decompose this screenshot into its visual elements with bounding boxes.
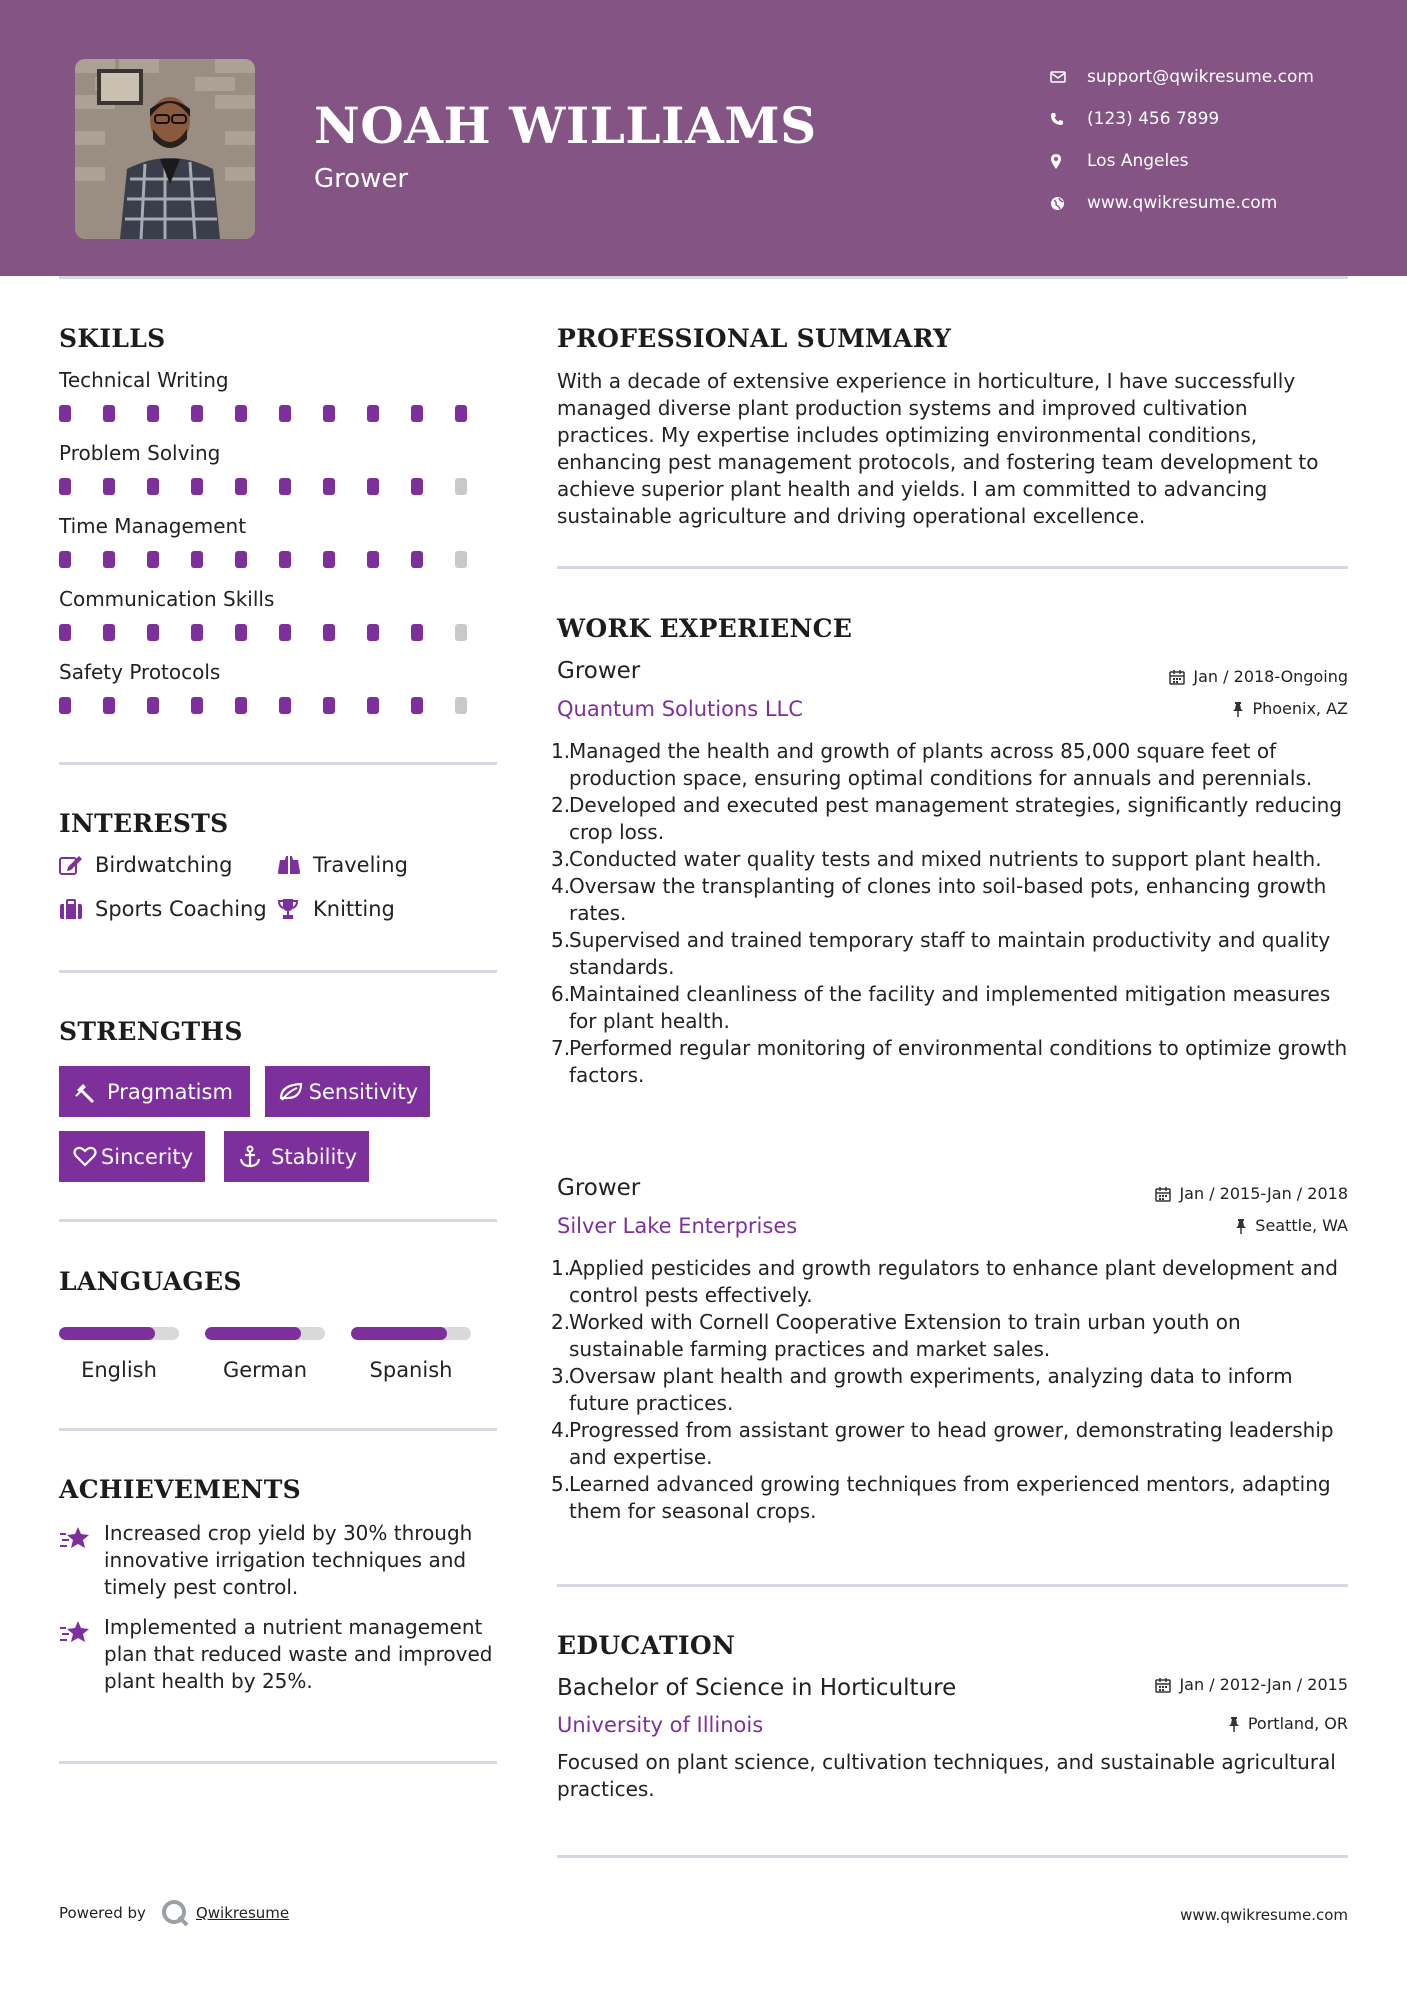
language-level-fill: [205, 1327, 301, 1340]
skill-dot-filled: [411, 551, 423, 568]
skill-dot-filled: [367, 551, 379, 568]
anchor-icon: [238, 1145, 271, 1169]
skill-name: Safety Protocols: [59, 660, 221, 684]
skill-dot-filled: [411, 405, 423, 422]
job-dates: [1155, 1184, 1348, 1203]
powered-by-text: Powered by: [59, 1904, 146, 1922]
degree-name: Bachelor of Science in Horticulture: [557, 1675, 957, 1701]
strength-tag: [265, 1066, 430, 1117]
skill-rating: [59, 405, 499, 422]
strength-label: Stability: [271, 1144, 357, 1169]
skill-dot-filled: [59, 405, 71, 422]
skill-dot-empty: [455, 478, 467, 495]
section-divider: [557, 1855, 1348, 1858]
skills-list: [59, 368, 499, 733]
skill-dot-empty: [455, 697, 467, 714]
interest-label: Birdwatching: [95, 853, 233, 877]
skill-name: Technical Writing: [59, 368, 229, 392]
skill-rating: [59, 697, 499, 714]
interests-title: INTERESTS: [59, 809, 229, 838]
education-location: [1228, 1714, 1348, 1733]
skill-dot-filled: [235, 551, 247, 568]
location-pin-icon: [1050, 154, 1087, 169]
candidate-role: Grower: [314, 164, 409, 194]
skill-dot-filled: [367, 478, 379, 495]
achievement-text: Increased crop yield by 30% through innovative irrigation techniques and timely pest control.: [104, 1521, 473, 1599]
contact-phone[interactable]: [1050, 98, 1314, 140]
skill-dot-filled: [103, 478, 115, 495]
globe-icon: [1050, 196, 1087, 211]
qwikresume-link[interactable]: Qwikresume: [195, 1904, 290, 1922]
pushpin-icon: [1228, 1716, 1240, 1732]
summary-title: PROFESSIONAL SUMMARY: [557, 324, 952, 353]
job-bullet: 6. Maintained cleanliness of the facility and implemented mitigation measures for plant health.: [551, 982, 1331, 1033]
job-bullet: 4. Oversaw the transplanting of clones into soil-based pots, enhancing growth rates.: [551, 874, 1327, 925]
shooting-star-icon: [59, 1614, 104, 1695]
pushpin-icon: [1232, 701, 1244, 717]
footer-website[interactable]: www.qwikresume.com: [1180, 1906, 1348, 1924]
contact-email-text: support@qwikresume.com: [1087, 67, 1314, 87]
skill-dot-filled: [279, 551, 291, 568]
language-level-bar: [205, 1327, 325, 1340]
experience-title: WORK EXPERIENCE: [557, 614, 853, 643]
interest-label: Traveling: [313, 853, 408, 877]
language-level-fill: [59, 1327, 155, 1340]
resume-header: [0, 0, 1407, 276]
strength-label: Pragmatism: [107, 1079, 233, 1104]
job-bullet: 2. Developed and executed pest management strategies, significantly reducing crop loss.: [551, 793, 1342, 844]
achievement-item: [59, 1520, 499, 1601]
achievement-item: [59, 1614, 499, 1695]
skill-rating: [59, 624, 499, 641]
skill-dot-filled: [59, 624, 71, 641]
language-level-fill: [351, 1327, 447, 1340]
interest-item: [277, 897, 395, 921]
skill-dot-filled: [367, 624, 379, 641]
strength-label: Sensitivity: [308, 1079, 418, 1104]
binoculars-icon: [277, 854, 313, 876]
job-bullet: 3. Oversaw plant health and growth experiments, analyzing data to inform future practices.: [551, 1364, 1293, 1415]
skill-dot-filled: [103, 551, 115, 568]
skill-dot-filled: [191, 697, 203, 714]
strength-tag: [59, 1131, 205, 1182]
contact-location-text: Los Angeles: [1087, 151, 1189, 171]
job-title: Grower: [557, 658, 641, 684]
skill-dot-filled: [323, 551, 335, 568]
job-bullets: [551, 738, 1348, 1089]
email-icon: [1050, 71, 1087, 83]
job-bullet: 1. Applied pesticides and growth regulators to enhance plant development and control pests effectively.: [551, 1256, 1338, 1307]
phone-icon: [1050, 112, 1087, 126]
calendar-icon: [1169, 669, 1185, 685]
job-bullet: 7. Performed regular monitoring of environmental conditions to optimize growth factors.: [551, 1036, 1348, 1087]
skill-rating: [59, 551, 499, 568]
calendar-icon: [1155, 1186, 1171, 1202]
trophy-icon: [277, 898, 313, 920]
skill-dot-filled: [191, 405, 203, 422]
strength-tag: [59, 1066, 250, 1117]
interest-item: [59, 853, 232, 877]
skill-item: [59, 441, 499, 514]
skill-item: [59, 587, 499, 660]
job-dates: [1169, 667, 1348, 686]
skill-dot-empty: [455, 551, 467, 568]
skill-item: [59, 660, 499, 733]
briefcase-icon: [59, 898, 95, 920]
footer-powered-by: [59, 1898, 289, 1928]
skill-item: [59, 514, 499, 587]
company-name: Quantum Solutions LLC: [557, 697, 803, 721]
job-dates-text: Jan / 2018-Ongoing: [1193, 667, 1348, 686]
skill-rating: [59, 478, 499, 495]
education-text: Focused on plant science, cultivation techniques, and sustainable agricultural practices.: [557, 1750, 1336, 1801]
education-dates-text: Jan / 2012-Jan / 2015: [1179, 1675, 1348, 1694]
skill-dot-filled: [147, 551, 159, 568]
job-bullet: 1. Managed the health and growth of plants across 85,000 square feet of production space, ensuring optimal conditions for annuals and perennials.: [551, 739, 1313, 790]
section-divider: [59, 1428, 497, 1431]
pushpin-icon: [1235, 1218, 1247, 1234]
skill-name: Time Management: [59, 514, 247, 538]
skill-dot-filled: [147, 697, 159, 714]
pencil-square-icon: [59, 854, 95, 876]
skill-dot-filled: [191, 624, 203, 641]
job-bullet: 2. Worked with Cornell Cooperative Extension to train urban youth on sustainable farming practices and market sales.: [551, 1310, 1241, 1361]
job-location-text: Seattle, WA: [1255, 1216, 1348, 1235]
section-divider: [59, 1219, 497, 1222]
skill-dot-filled: [103, 697, 115, 714]
interest-label: Knitting: [313, 897, 395, 921]
interest-item: [59, 897, 267, 921]
job-bullets: [551, 1255, 1348, 1525]
skill-dot-filled: [59, 697, 71, 714]
skill-dot-filled: [235, 405, 247, 422]
achievement-text: Implemented a nutrient management plan that reduced waste and improved plant health by 25%.: [104, 1615, 493, 1693]
skill-dot-filled: [323, 478, 335, 495]
section-divider: [59, 762, 497, 765]
job-dates-text: Jan / 2015-Jan / 2018: [1179, 1184, 1348, 1203]
skill-name: Problem Solving: [59, 441, 221, 465]
heart-icon: [73, 1146, 101, 1167]
summary-text: With a decade of extensive experience in horticulture, I have successfully managed diverse plant production systems and improved cultivation practices. My expertise includes optimizing environmental conditions, enhancing pest management protocols, and fostering team development to achieve superior plant health and yields. I am committed to advancing sustainable agriculture and driving operational excellence.: [557, 369, 1319, 528]
skill-dot-filled: [323, 624, 335, 641]
skill-dot-filled: [279, 478, 291, 495]
interest-item: [277, 853, 408, 877]
job-title: Grower: [557, 1175, 641, 1201]
job-location-text: Phoenix, AZ: [1252, 699, 1348, 718]
contact-website-text: www.qwikresume.com: [1087, 193, 1278, 213]
skill-dot-filled: [279, 697, 291, 714]
skill-dot-filled: [191, 551, 203, 568]
skill-dot-filled: [323, 697, 335, 714]
job-location: [1235, 1216, 1348, 1235]
gavel-icon: [73, 1081, 107, 1103]
profile-photo: [75, 59, 255, 239]
language-label: Spanish: [369, 1358, 453, 1382]
strength-tag: [224, 1131, 369, 1182]
strengths-title: STRENGTHS: [59, 1017, 243, 1046]
skill-dot-filled: [147, 624, 159, 641]
contact-location: [1050, 140, 1314, 182]
candidate-name: NOAH WILLIAMS: [314, 96, 817, 155]
skills-title: SKILLS: [59, 324, 166, 353]
skill-dot-filled: [411, 478, 423, 495]
skill-dot-filled: [59, 551, 71, 568]
interest-label: Sports Coaching: [95, 897, 267, 921]
language-item: [59, 1327, 179, 1382]
header-divider: [59, 276, 1348, 279]
skill-item: [59, 368, 499, 441]
strength-label: Sincerity: [100, 1144, 193, 1169]
skill-dot-filled: [59, 478, 71, 495]
skill-dot-filled: [367, 405, 379, 422]
skill-dot-filled: [279, 405, 291, 422]
section-divider: [59, 970, 497, 973]
skill-dot-filled: [323, 405, 335, 422]
company-name: Silver Lake Enterprises: [557, 1214, 798, 1238]
language-item: [205, 1327, 325, 1382]
section-divider: [59, 1761, 497, 1764]
education-dates: [1155, 1675, 1348, 1694]
job-location: [1232, 699, 1348, 718]
achievements-title: ACHIEVEMENTS: [59, 1475, 301, 1504]
skill-dot-filled: [235, 624, 247, 641]
section-divider: [557, 566, 1348, 569]
education-location-text: Portland, OR: [1247, 1714, 1348, 1733]
language-label: English: [81, 1358, 157, 1382]
skill-dot-filled: [367, 697, 379, 714]
skill-dot-filled: [147, 478, 159, 495]
skill-dot-filled: [455, 405, 467, 422]
job-bullet: 4. Progressed from assistant grower to head grower, demonstrating leadership and expertise.: [551, 1418, 1334, 1469]
qwikresume-logo-icon: [160, 1898, 190, 1928]
section-divider: [557, 1584, 1348, 1587]
skill-dot-empty: [455, 624, 467, 641]
skill-dot-filled: [279, 624, 291, 641]
contact-website[interactable]: [1050, 182, 1314, 224]
job-bullet: 5. Supervised and trained temporary staff to maintain productivity and quality standards.: [551, 928, 1331, 979]
leaf-icon: [279, 1082, 309, 1102]
language-label: German: [222, 1358, 308, 1382]
language-level-bar: [351, 1327, 471, 1340]
skill-dot-filled: [103, 405, 115, 422]
skill-name: Communication Skills: [59, 587, 275, 611]
language-level-bar: [59, 1327, 179, 1340]
education-title: EDUCATION: [557, 1631, 736, 1660]
language-item: [351, 1327, 471, 1382]
job-bullet: 3. Conducted water quality tests and mixed nutrients to support plant health.: [551, 847, 1322, 871]
skill-dot-filled: [235, 697, 247, 714]
skill-dot-filled: [191, 478, 203, 495]
contact-list: [1050, 56, 1314, 224]
contact-email[interactable]: [1050, 56, 1314, 98]
languages-title: LANGUAGES: [59, 1267, 242, 1296]
shooting-star-icon: [59, 1520, 104, 1601]
calendar-icon: [1155, 1677, 1171, 1693]
skill-dot-filled: [411, 697, 423, 714]
skill-dot-filled: [411, 624, 423, 641]
contact-phone-text: (123) 456 7899: [1087, 109, 1220, 129]
skill-dot-filled: [103, 624, 115, 641]
job-bullet: 5. Learned advanced growing techniques from experienced mentors, adapting them for seasonal crops.: [551, 1472, 1331, 1523]
skill-dot-filled: [147, 405, 159, 422]
skill-dot-filled: [235, 478, 247, 495]
school-name: University of Illinois: [557, 1713, 764, 1737]
